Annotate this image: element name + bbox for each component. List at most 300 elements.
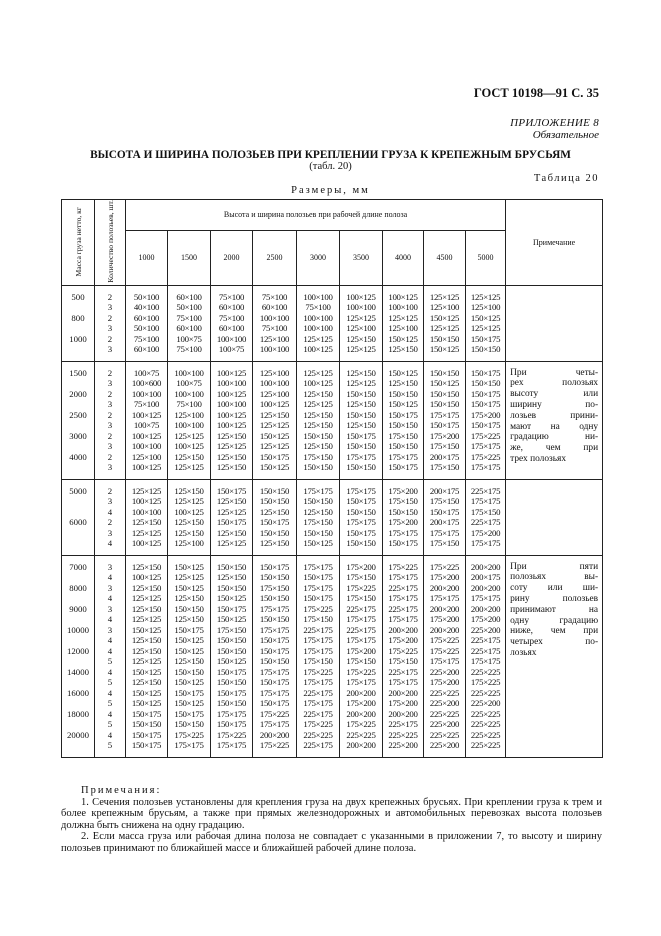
size-cell: 150×150 <box>211 583 253 594</box>
count-cell: 2 <box>95 452 126 463</box>
size-cell: 75×100 <box>253 285 297 302</box>
size-cell: 100×100 <box>211 334 253 345</box>
size-cell: 100×125 <box>168 441 211 452</box>
size-cell: 125×100 <box>253 334 297 345</box>
mass-cell: 2000 <box>62 389 95 400</box>
size-cell: 125×150 <box>253 538 297 555</box>
size-cell: 175×200 <box>424 614 466 625</box>
size-cell: 100×100 <box>253 378 297 389</box>
size-cell: 175×200 <box>424 572 466 583</box>
size-cell: 125×100 <box>253 389 297 400</box>
size-cell: 175×200 <box>466 614 506 625</box>
size-cell: 125×125 <box>126 528 168 539</box>
document-title: ВЫСОТА И ШИРИНА ПОЛОЗЬЕВ ПРИ КРЕПЛЕНИИ ГРУЗА К КРЕПЕЖНЫМ БРУСЬЯМ <box>90 149 571 161</box>
size-cell: 175×175 <box>340 635 383 646</box>
mass-cell: 8000 <box>62 583 95 594</box>
size-cell: 225×225 <box>466 688 506 699</box>
count-cell: 3 <box>95 323 126 334</box>
size-cell: 175×200 <box>466 410 506 421</box>
size-cell: 100×100 <box>126 441 168 452</box>
mass-cell <box>62 698 95 709</box>
size-cell: 175×225 <box>340 583 383 594</box>
size-cell: 175×175 <box>340 517 383 528</box>
size-cell: 175×150 <box>340 593 383 604</box>
size-cell: 175×200 <box>383 517 424 528</box>
size-cell: 150×175 <box>466 334 506 345</box>
size-cell: 175×225 <box>340 719 383 730</box>
count-cell: 4 <box>95 614 126 625</box>
size-cell: 150×150 <box>253 572 297 583</box>
size-cell: 200×200 <box>340 709 383 720</box>
header-length: 2500 <box>253 230 297 285</box>
size-cell: 150×150 <box>383 389 424 400</box>
size-cell: 200×200 <box>340 740 383 757</box>
size-cell: 175×200 <box>340 698 383 709</box>
size-cell: 150×150 <box>211 646 253 657</box>
mass-cell <box>62 420 95 431</box>
size-cell: 200×200 <box>424 625 466 636</box>
notes-heading: Примечания: <box>81 785 162 796</box>
size-cell: 150×150 <box>253 496 297 507</box>
size-cell: 125×125 <box>168 431 211 442</box>
mass-cell: 5000 <box>62 479 95 496</box>
size-cell: 125×150 <box>253 410 297 421</box>
size-cell: 175×200 <box>383 698 424 709</box>
count-cell: 5 <box>95 656 126 667</box>
size-cell: 150×150 <box>168 719 211 730</box>
size-cell: 175×200 <box>466 528 506 539</box>
size-cell: 200×200 <box>253 730 297 741</box>
size-cell: 150×150 <box>340 441 383 452</box>
size-cell: 150×125 <box>466 313 506 324</box>
size-cell: 100×100 <box>253 313 297 324</box>
size-cell: 100×125 <box>126 462 168 479</box>
count-cell: 3 <box>95 604 126 615</box>
size-cell: 100×125 <box>126 431 168 442</box>
size-cell: 150×150 <box>253 593 297 604</box>
size-cell: 150×125 <box>168 646 211 657</box>
size-cell: 100×125 <box>383 285 424 302</box>
mass-cell <box>62 656 95 667</box>
size-cell: 125×100 <box>126 452 168 463</box>
size-cell: 75×100 <box>253 323 297 334</box>
size-cell: 150×150 <box>340 462 383 479</box>
size-cell: 175×175 <box>383 572 424 583</box>
size-cell: 175×150 <box>424 538 466 555</box>
size-cell: 150×175 <box>253 452 297 463</box>
size-cell: 125×125 <box>168 572 211 583</box>
size-cell: 175×200 <box>340 646 383 657</box>
size-cell: 100×125 <box>297 378 340 389</box>
size-cell: 125×100 <box>253 361 297 378</box>
size-cell: 125×150 <box>168 517 211 528</box>
size-cell: 100×100 <box>297 323 340 334</box>
count-cell: 3 <box>95 378 126 389</box>
note-line: высоту или <box>510 389 599 400</box>
size-cell: 225×200 <box>424 698 466 709</box>
size-cell: 100×125 <box>211 389 253 400</box>
note-line: принимают на <box>510 604 599 615</box>
size-cell: 125×150 <box>340 361 383 378</box>
size-cell: 175×150 <box>297 656 340 667</box>
size-cell: 100×75 <box>126 420 168 431</box>
size-cell: 175×175 <box>297 583 340 594</box>
count-cell: 3 <box>95 555 126 572</box>
size-cell: 175×175 <box>297 646 340 657</box>
size-cell: 150×175 <box>126 709 168 720</box>
size-cell: 175×200 <box>383 635 424 646</box>
size-cell: 175×150 <box>383 656 424 667</box>
mass-cell: 4000 <box>62 452 95 463</box>
size-cell: 175×225 <box>297 719 340 730</box>
size-cell: 150×125 <box>168 635 211 646</box>
size-cell: 175×150 <box>297 614 340 625</box>
count-cell: 3 <box>95 302 126 313</box>
table-row <box>62 555 603 572</box>
mass-cell: 18000 <box>62 709 95 720</box>
mass-cell <box>62 399 95 410</box>
size-cell: 100×125 <box>297 344 340 361</box>
size-cell: 100×125 <box>168 507 211 518</box>
size-cell: 225×175 <box>383 719 424 730</box>
size-cell: 150×175 <box>211 667 253 678</box>
size-cell: 200×200 <box>383 709 424 720</box>
mass-cell <box>62 677 95 688</box>
size-cell: 150×125 <box>253 462 297 479</box>
size-cell: 150×125 <box>211 656 253 667</box>
size-cell: 150×175 <box>466 399 506 410</box>
size-cell: 100×125 <box>211 420 253 431</box>
size-cell: 175×175 <box>383 528 424 539</box>
size-cell: 225×225 <box>424 730 466 741</box>
size-cell: 175×175 <box>253 688 297 699</box>
size-cell: 150×125 <box>253 431 297 442</box>
size-cell: 225×200 <box>424 719 466 730</box>
size-cell: 150×125 <box>424 378 466 389</box>
size-cell: 175×175 <box>340 452 383 463</box>
size-cell: 100×100 <box>168 389 211 400</box>
mass-cell <box>62 572 95 583</box>
size-cell: 175×150 <box>424 496 466 507</box>
size-cell: 125×150 <box>211 496 253 507</box>
size-cell: 150×175 <box>383 538 424 555</box>
size-cell: 125×125 <box>211 441 253 452</box>
size-cell: 150×150 <box>211 555 253 572</box>
size-cell: 75×100 <box>211 285 253 302</box>
size-cell: 150×175 <box>168 625 211 636</box>
size-cell: 50×100 <box>126 285 168 302</box>
size-cell: 225×225 <box>383 730 424 741</box>
size-cell: 60×100 <box>211 302 253 313</box>
size-cell: 225×175 <box>297 709 340 720</box>
note-line: ширину по- <box>510 399 599 410</box>
size-cell: 150×125 <box>424 313 466 324</box>
size-cell: 150×175 <box>126 740 168 757</box>
size-cell: 175×200 <box>340 555 383 572</box>
size-cell: 150×150 <box>297 496 340 507</box>
size-cell: 200×200 <box>383 688 424 699</box>
note-line: градацию ни- <box>510 432 599 443</box>
mass-cell <box>62 507 95 518</box>
size-cell: 125×150 <box>168 479 211 496</box>
size-cell: 225×200 <box>466 698 506 709</box>
header-count-label: Количество полозьев, шт. <box>105 200 115 283</box>
size-cell: 175×175 <box>253 625 297 636</box>
size-cell: 150×125 <box>168 698 211 709</box>
mass-cell: 16000 <box>62 688 95 699</box>
size-cell: 175×150 <box>297 517 340 528</box>
runner-size-table <box>61 199 603 758</box>
size-cell: 175×150 <box>340 572 383 583</box>
note-line: трех полозьях <box>510 453 567 464</box>
size-cell: 175×175 <box>466 462 506 479</box>
size-cell: 75×100 <box>126 334 168 345</box>
mass-cell: 6000 <box>62 517 95 528</box>
size-cell: 150×125 <box>383 361 424 378</box>
size-cell: 125×150 <box>297 507 340 518</box>
size-cell: 175×225 <box>253 740 297 757</box>
count-cell: 2 <box>95 361 126 378</box>
note-line: лозьях <box>510 647 537 658</box>
size-cell: 50×100 <box>126 323 168 334</box>
size-cell: 175×175 <box>424 593 466 604</box>
mass-cell <box>62 441 95 452</box>
size-cell: 150×150 <box>424 334 466 345</box>
size-cell: 125×100 <box>168 538 211 555</box>
size-cell: 175×175 <box>297 479 340 496</box>
mass-cell <box>62 378 95 389</box>
size-cell: 60×100 <box>211 323 253 334</box>
size-cell: 150×150 <box>340 538 383 555</box>
size-cell: 150×150 <box>211 698 253 709</box>
header-length: 1000 <box>126 230 168 285</box>
size-cell: 175×225 <box>253 709 297 720</box>
size-cell: 175×150 <box>340 656 383 667</box>
size-cell: 175×175 <box>383 593 424 604</box>
size-cell: 125×100 <box>168 410 211 421</box>
page-header: ГОСТ 10198—91 С. 35 <box>473 86 599 100</box>
size-cell: 150×175 <box>253 635 297 646</box>
size-cell: 125×125 <box>253 420 297 431</box>
size-cell: 150×175 <box>211 479 253 496</box>
count-cell: 4 <box>95 730 126 741</box>
size-cell: 175×150 <box>424 462 466 479</box>
size-cell: 100×100 <box>168 361 211 378</box>
size-cell: 225×225 <box>424 709 466 720</box>
mass-cell <box>62 538 95 555</box>
size-cell: 150×125 <box>168 677 211 688</box>
size-cell: 225×175 <box>466 479 506 496</box>
size-cell: 175×150 <box>211 625 253 636</box>
count-cell: 3 <box>95 420 126 431</box>
size-cell: 100×100 <box>126 389 168 400</box>
size-cell: 225×225 <box>466 667 506 678</box>
size-cell: 150×175 <box>466 389 506 400</box>
size-cell: 50×100 <box>168 302 211 313</box>
size-cell: 175×225 <box>168 730 211 741</box>
size-cell: 175×150 <box>383 431 424 442</box>
size-cell: 175×225 <box>383 646 424 657</box>
table-row <box>62 285 603 302</box>
note-cell <box>506 555 603 757</box>
size-cell: 200×175 <box>466 572 506 583</box>
mass-cell: 14000 <box>62 667 95 678</box>
size-cell: 60×100 <box>168 285 211 302</box>
size-cell: 125×125 <box>297 399 340 410</box>
size-cell: 100×100 <box>211 399 253 410</box>
size-cell: 40×100 <box>126 302 168 313</box>
size-cell: 175×175 <box>297 635 340 646</box>
size-cell: 200×175 <box>424 452 466 463</box>
mass-cell: 3000 <box>62 431 95 442</box>
size-cell: 125×150 <box>340 399 383 410</box>
size-cell: 100×100 <box>211 378 253 389</box>
size-cell: 225×175 <box>340 604 383 615</box>
mass-cell <box>62 302 95 313</box>
header-length: 2000 <box>211 230 253 285</box>
size-cell: 175×225 <box>340 667 383 678</box>
size-cell: 200×200 <box>424 604 466 615</box>
size-cell: 125×125 <box>466 323 506 334</box>
size-cell: 125×150 <box>211 528 253 539</box>
size-cell: 100×600 <box>126 378 168 389</box>
size-cell: 150×175 <box>253 698 297 709</box>
size-cell: 125×125 <box>211 538 253 555</box>
size-cell: 200×200 <box>340 688 383 699</box>
size-cell: 150×150 <box>253 528 297 539</box>
size-cell: 150×125 <box>126 698 168 709</box>
size-cell: 150×150 <box>253 614 297 625</box>
size-cell: 150×125 <box>126 625 168 636</box>
size-cell: 125×125 <box>424 285 466 302</box>
size-cell: 150×175 <box>340 431 383 442</box>
size-cell: 150×150 <box>297 528 340 539</box>
size-cell: 150×150 <box>340 410 383 421</box>
count-cell: 4 <box>95 572 126 583</box>
size-cell: 100×125 <box>211 410 253 421</box>
size-cell: 150×150 <box>297 431 340 442</box>
size-cell: 150×150 <box>466 344 506 361</box>
mass-cell: 2500 <box>62 410 95 421</box>
size-cell: 150×175 <box>297 593 340 604</box>
size-cell: 125×125 <box>126 614 168 625</box>
size-cell: 200×200 <box>383 625 424 636</box>
size-cell: 225×200 <box>424 740 466 757</box>
size-cell: 100×100 <box>340 302 383 313</box>
count-cell: 2 <box>95 479 126 496</box>
size-cell: 125×150 <box>211 452 253 463</box>
size-cell: 150×175 <box>466 361 506 378</box>
size-cell: 175×175 <box>466 441 506 452</box>
size-cell: 125×100 <box>340 323 383 334</box>
size-cell: 150×125 <box>126 688 168 699</box>
size-cell: 100×100 <box>126 507 168 518</box>
size-cell: 225×200 <box>383 740 424 757</box>
size-cell: 150×175 <box>211 719 253 730</box>
size-cell: 175×150 <box>297 452 340 463</box>
count-cell: 4 <box>95 667 126 678</box>
size-cell: 100×100 <box>168 420 211 431</box>
note-line: При четы- <box>510 367 599 378</box>
size-cell: 125×150 <box>253 507 297 518</box>
size-cell: 150×125 <box>126 667 168 678</box>
size-cell: 225×175 <box>383 667 424 678</box>
size-cell: 175×175 <box>466 538 506 555</box>
note-line: При пяти <box>510 561 599 572</box>
mass-cell <box>62 496 95 507</box>
size-cell: 225×175 <box>340 625 383 636</box>
size-cell: 60×100 <box>253 302 297 313</box>
size-cell: 125×125 <box>297 361 340 378</box>
size-cell: 150×125 <box>168 555 211 572</box>
header-length: 3500 <box>340 230 383 285</box>
size-cell: 125×125 <box>424 323 466 334</box>
size-cell: 125×150 <box>168 593 211 604</box>
appendix-label <box>510 117 599 141</box>
size-cell: 125×100 <box>383 323 424 334</box>
count-cell: 4 <box>95 635 126 646</box>
size-cell: 225×225 <box>424 688 466 699</box>
count-cell: 3 <box>95 399 126 410</box>
size-cell: 175×150 <box>253 583 297 594</box>
note-cell <box>506 285 603 361</box>
size-cell: 150×150 <box>424 361 466 378</box>
mass-cell: 20000 <box>62 730 95 741</box>
size-cell: 175×175 <box>383 452 424 463</box>
size-cell: 150×125 <box>168 583 211 594</box>
size-cell: 125×150 <box>126 646 168 657</box>
size-cell: 150×175 <box>340 496 383 507</box>
mass-cell: 12000 <box>62 646 95 657</box>
size-cell: 150×175 <box>168 688 211 699</box>
size-cell: 175×225 <box>466 452 506 463</box>
size-cell: 150×125 <box>383 334 424 345</box>
mass-cell: 9000 <box>62 604 95 615</box>
size-cell: 175×200 <box>424 677 466 688</box>
size-cell: 225×200 <box>466 625 506 636</box>
mass-cell <box>62 719 95 730</box>
size-cell: 175×200 <box>383 479 424 496</box>
size-cell: 125×150 <box>168 528 211 539</box>
size-cell: 125×150 <box>126 555 168 572</box>
mass-cell: 500 <box>62 285 95 302</box>
mass-cell <box>62 323 95 334</box>
size-cell: 100×100 <box>253 344 297 361</box>
count-cell: 4 <box>95 593 126 604</box>
size-cell: 175×225 <box>424 646 466 657</box>
size-cell: 75×100 <box>297 302 340 313</box>
size-cell: 125×150 <box>383 344 424 361</box>
size-cell: 175×225 <box>466 677 506 688</box>
size-cell: 125×150 <box>211 462 253 479</box>
size-cell: 125×150 <box>340 420 383 431</box>
size-cell: 175×175 <box>340 614 383 625</box>
size-cell: 150×150 <box>297 462 340 479</box>
header-length: 5000 <box>466 230 506 285</box>
size-cell: 150×175 <box>126 730 168 741</box>
size-cell: 125×100 <box>424 302 466 313</box>
note-line: рину полозьев <box>510 593 599 604</box>
size-cell: 125×150 <box>297 410 340 421</box>
size-cell: 150×175 <box>211 517 253 528</box>
size-cell: 150×175 <box>466 420 506 431</box>
count-cell: 4 <box>95 507 126 518</box>
mass-cell <box>62 528 95 539</box>
size-cell: 100×125 <box>340 285 383 302</box>
size-cell: 125×125 <box>466 285 506 302</box>
count-cell: 2 <box>95 517 126 528</box>
size-cell: 150×150 <box>168 604 211 615</box>
